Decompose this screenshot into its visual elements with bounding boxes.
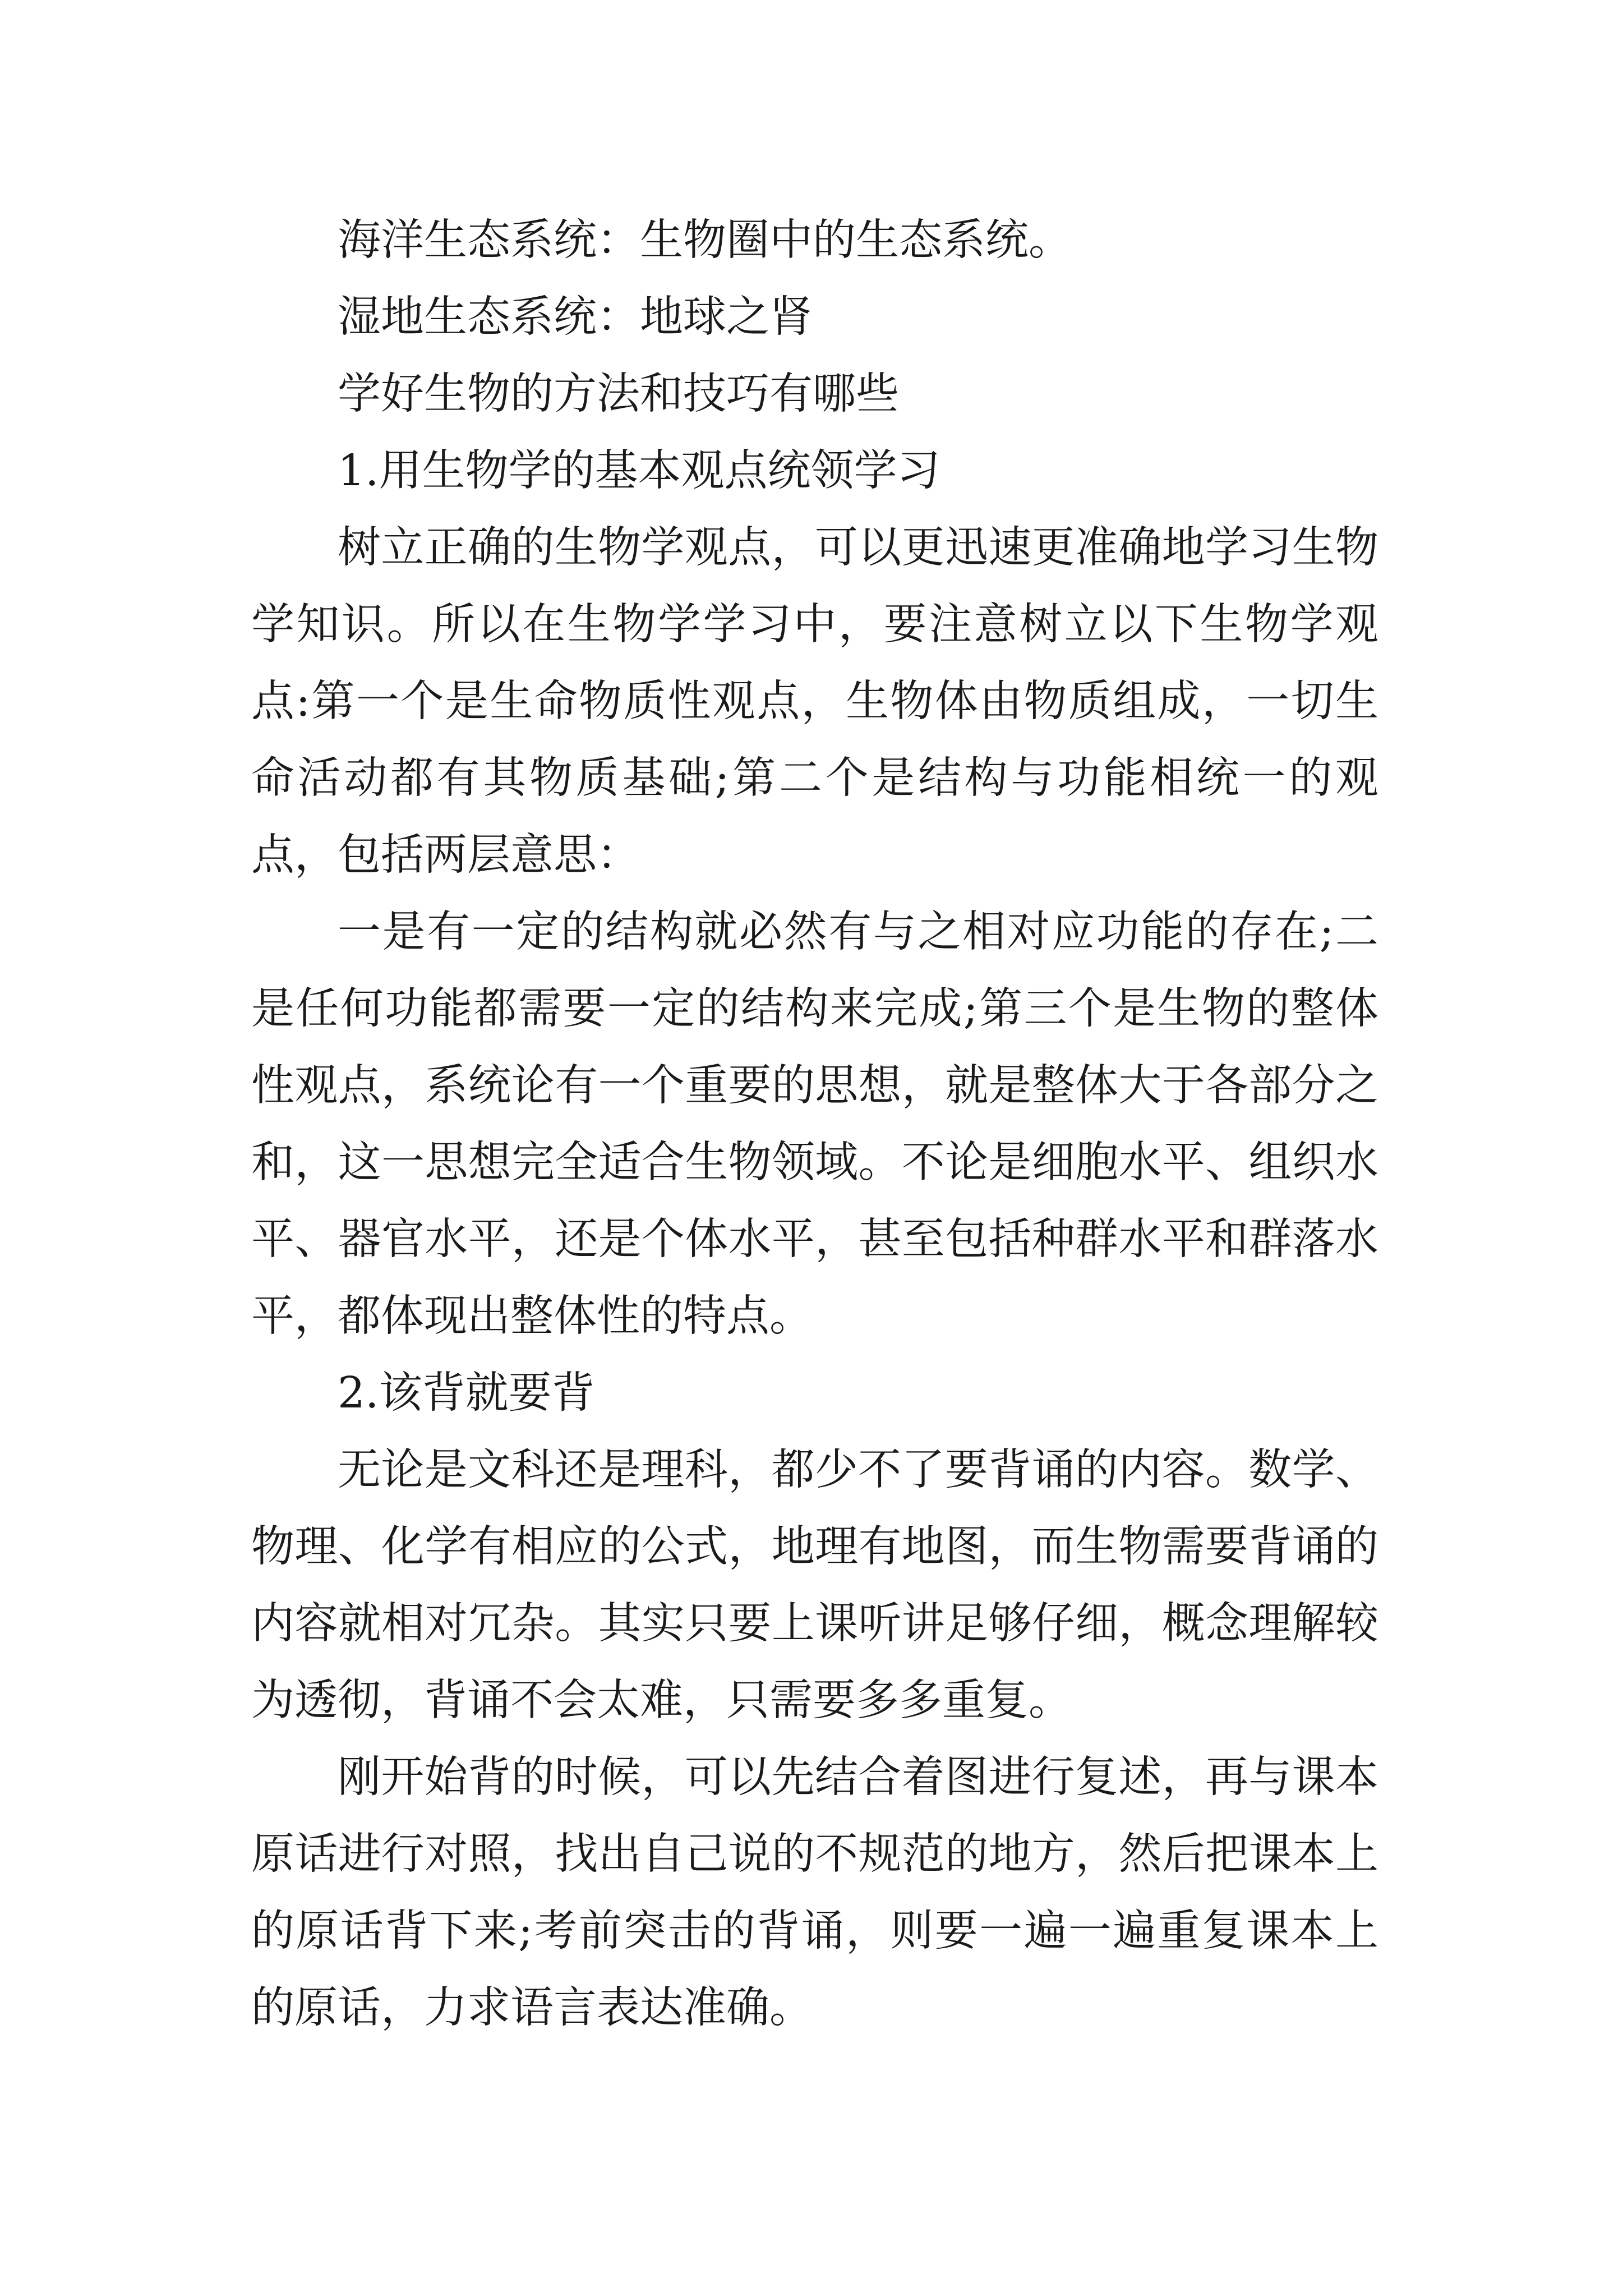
paragraph-memorize: 无论是文科还是理科，都少不了要背诵的内容。数学、物理、化学有相应的公式，地理有地图，而生物需要背诵的内容就相对冗杂。其实只要上课听讲足够仔细，概念理解较为透彻，背诵不会太难，只需要多多重复。: [251, 1445, 1378, 1726]
document-body: [251, 202, 1378, 2046]
paragraph-structure-function: 一是有一定的结构就必然有与之相对应功能的存在;二是任何功能都需要一定的结构来完成;第三个是生物的整体性观点，系统论有一个重要的思想，就是整体大于各部分之和，这一思想完全适合生物领域。不论是细胞水平、组织水平、器官水平，还是个体水平，甚至包括种群水平和群落水平，都体现出整体性的特点。: [251, 907, 1378, 1341]
text-line-marine-ecosystem: 海洋生态系统：生物圈中的生态系统。: [338, 215, 1072, 265]
paragraph-viewpoints: 树立正确的生物学观点，可以更迅速更准确地学习生物学知识。所以在生物学学习中，要注意树立以下生物学观点:第一个是生命物质性观点，生物体由物质组成，一切生命活动都有其物质基础;第二个是结构与功能相统一的观点，包括两层意思：: [251, 523, 1378, 880]
section-heading-methods: 学好生物的方法和技巧有哪些: [338, 369, 899, 419]
subheading-2: 2.该背就要背: [338, 1368, 595, 1418]
text-line-wetland-ecosystem: 湿地生态系统：地球之肾: [338, 292, 813, 342]
paragraph-memorize-tips: 刚开始背的时候，可以先结合着图进行复述，再与课本原话进行对照，找出自己说的不规范的地方，然后把课本上的原话背下来;考前突击的背诵，则要一遍一遍重复课本上的原话，力求语言表达准确。: [251, 1752, 1378, 2033]
subheading-1: 1.用生物学的基本观点统领学习: [338, 446, 940, 496]
